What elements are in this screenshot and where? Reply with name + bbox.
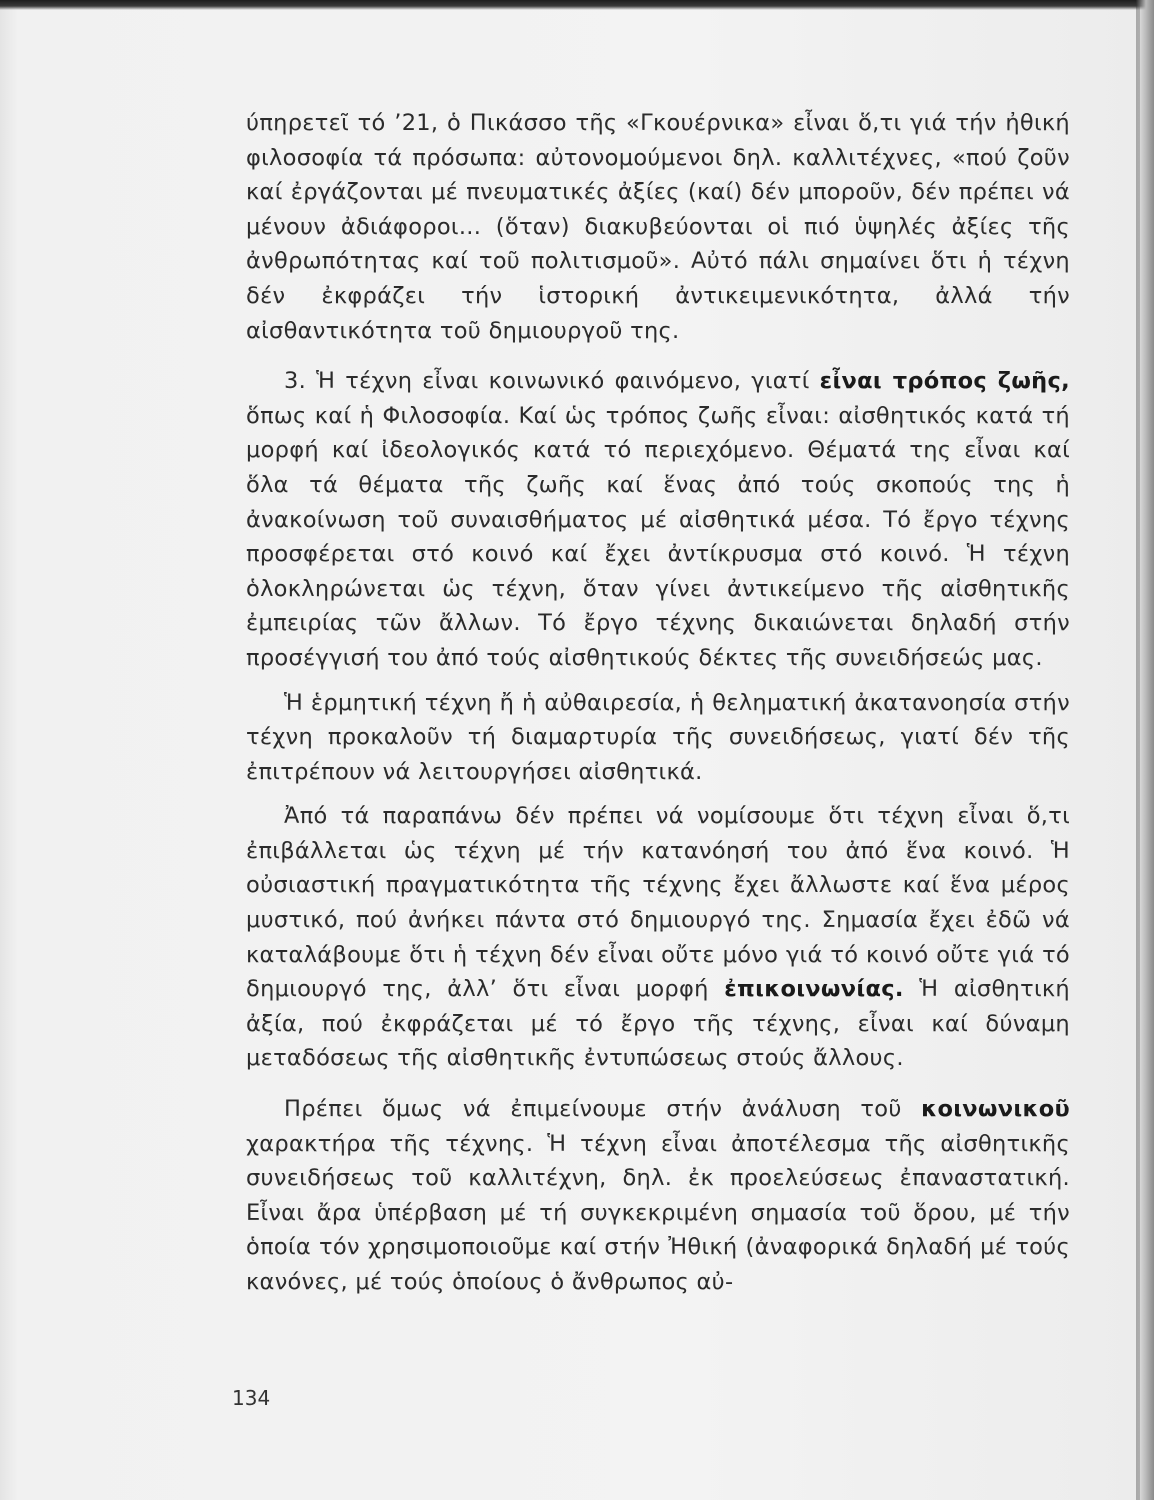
- paragraph-2-text-a: 3. Ἡ τέχνη εἶναι κοινωνικό φαινόμενο, γιατί: [284, 368, 820, 395]
- paragraph-4: [246, 799, 1070, 1076]
- paragraph-4-text-a: Ἀπό τά παραπάνω δέν πρέπει νά νομίσουμε ὅτι τέχνη εἶναι ὅ,τι ἐπιβάλλεται ὡς τέχνη μέ τήν κατανόησή του ἀπό ἕνα κοινό. Ἡ οὐσιαστική πραγματικότητα τῆς τέχνης ἔχει ἄλλωστε καί ἕνα μέρος μυστικό, πού ἀνήκει πάντα στό δημιουργό της. Σημασία ἔχει ἐδῶ νά καταλάβουμε ὅτι ἡ τέχνη δέν εἶναι οὔτε μόνο γιά τό κοινό οὔτε γιά τό δημιουργό της, ἀλλ’ ὅτι εἶναι μορφή: [246, 803, 1070, 1003]
- paragraph-2-text-b: ὅπως καί ἡ Φιλοσοφία. Καί ὡς τρόπος ζωῆς εἶναι: αἰσθητικός κατά τή μορφή καί ἰδεολογικός κατά τό περιεχόμενο. Θέματά της εἶναι καί ὅλα τά θέματα τῆς ζωῆς καί ἕνας ἀπό τούς σκοπούς της ἡ ἀνακοίνωση τοῦ συναισθήματος μέ αἰσθητικά μέσα. Τό ἔργο τέχνης προσφέρεται στό κοινό καί ἔχει ἀντίκρυσμα στό κοινό. Ἡ τέχνη ὁλοκληρώνεται ὡς τέχνη, ὅταν γίνει ἀντικείμενο τῆς αἰσθητικῆς ἐμπειρίας τῶν ἄλλων. Τό ἔργο τέχνης δικαιώνεται δηλαδή στήν προσέγγισή του ἀπό τούς αἰσθητικούς δέκτες τῆς συνειδήσεώς μας.: [246, 402, 1070, 671]
- paragraph-5: [246, 1092, 1070, 1300]
- paragraph-2-bold-phrase: εἶναι τρόπος ζωῆς,: [819, 368, 1070, 395]
- paragraph-2: [246, 364, 1070, 675]
- page-right-edge: [1136, 0, 1154, 1500]
- paragraph-3-text: Ἡ ἑρμητική τέχνη ἤ ἡ αὐθαιρεσία, ἡ θεληματική ἀκατανοησία στήν τέχνη προκαλοῦν τή διαμαρτυρία τῆς συνειδήσεως, γιατί δέν τῆς ἐπιτρέπουν νά λειτουργήσει αἰσθητικά.: [246, 689, 1070, 785]
- paragraph-4-text-b: Ἡ αἰσθητική ἀξία, πού ἐκφράζεται μέ τό ἔργο τῆς τέχνης, εἶναι καί δύναμη μεταδόσεως τῆς αἰσθητικῆς ἐντυπώσεως στούς ἄλλους.: [246, 976, 1070, 1072]
- paragraph-4-bold-phrase: ἐπικοινωνίας.: [724, 976, 904, 1003]
- paragraph-1-text: ύπηρετεῖ τό ’21, ὁ Πικάσσο τῆς «Γκουέρνικα» εἶναι ὅ,τι γιά τήν ἠθική φιλοσοφία τά πρόσωπα: αὐτονομούμενοι δηλ. καλλιτέχνες, «πού ζοῦν καί ἐργάζονται μέ πνευματικές ἀξίες (καί) δέν μποροῦν, δέν πρέπει νά μένουν ἀδιάφοροι... (ὅταν) διακυβεύονται οἱ πιό ὑψηλές ἀξίες τῆς ἀνθρωπότητας καί τοῦ πολιτισμοῦ». Αὐτό πάλι σημαίνει ὅτι ἡ τέχνη δέν ἐκφράζει τήν ἱστορική ἀντικειμενικότητα, ἀλλά τήν αἰσθαντικότητα τοῦ δημιουργοῦ της.: [246, 110, 1070, 344]
- body-text: [246, 106, 1070, 1300]
- page-top-edge: [0, 0, 1154, 10]
- paragraph-5-text-b: χαρακτήρα τῆς τέχνης. Ἡ τέχνη εἶναι ἀποτέλεσμα τῆς αἰσθητικῆς συνειδήσεως τοῦ καλλιτέχνη, δηλ. ἐκ προελεύσεως ἐπαναστατική. Εἶναι ἄρα ὑπέρβαση μέ τή συγκεκριμένη σημασία τοῦ ὅρου, μέ τήν ὁποία τόν χρησιμοποιοῦμε καί στήν Ἠθική (ἀναφορικά δηλαδή μέ τούς κανόνες, μέ τούς ὁποίους ὁ ἄνθρωπος αὐ-: [246, 1130, 1070, 1295]
- page-number: 134: [232, 1386, 271, 1410]
- paragraph-3: [246, 686, 1070, 790]
- paragraph-1: [246, 106, 1070, 348]
- paragraph-5-bold-phrase: κοινωνικοῦ: [921, 1096, 1070, 1123]
- paragraph-5-text-a: Πρέπει ὅμως νά ἐπιμείνουμε στήν ἀνάλυση τοῦ: [284, 1096, 922, 1123]
